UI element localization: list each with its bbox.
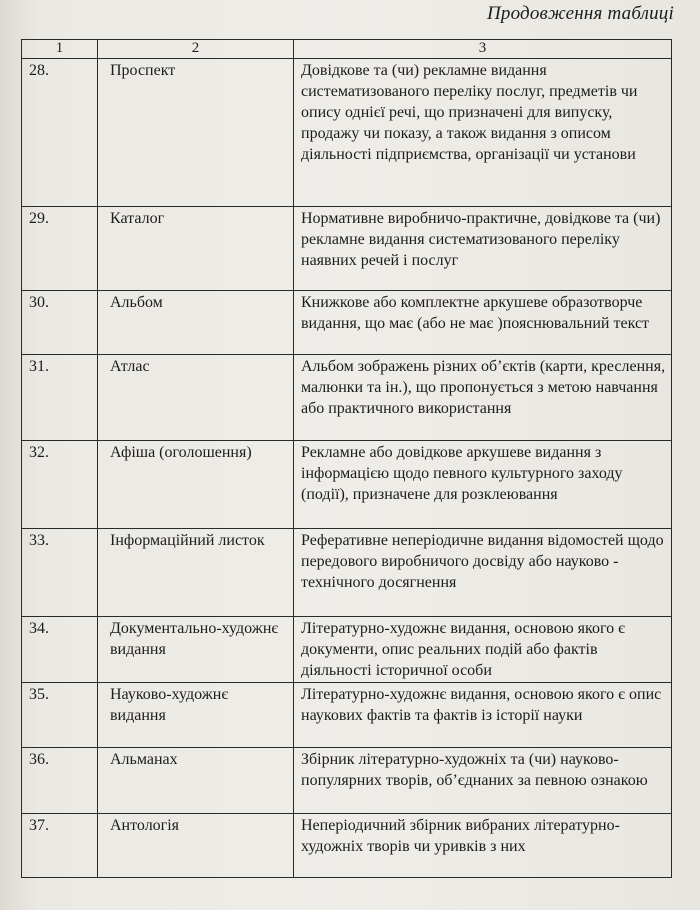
row-number: 31. <box>22 355 98 441</box>
table-row <box>22 814 672 878</box>
row-name: Інформаційний листок <box>98 529 294 617</box>
table-row <box>22 59 672 207</box>
row-name: Документально-художнє видання <box>98 617 294 683</box>
table-continuation-caption: Продовження таблиці <box>486 3 674 24</box>
row-description: Літературно-художнє видання, основою якого є опис наукових фактів та фактів із історії науки <box>294 683 672 748</box>
table-row <box>22 291 672 355</box>
row-name: Проспект <box>98 59 294 207</box>
row-number: 28. <box>22 59 98 207</box>
row-description: Неперіодичний збірник вибраних літературно-художніх творів чи уривків з них <box>294 814 672 878</box>
row-number: 33. <box>22 529 98 617</box>
table-row <box>22 207 672 291</box>
row-description: Книжкове або комплектне аркушеве образотворче видання, що має (або не має )пояснювальний текст <box>294 291 672 355</box>
row-name: Альманах <box>98 748 294 814</box>
header-col-2: 2 <box>98 40 294 59</box>
row-description: Довідкове та (чи) рекламне видання систематизованого переліку послуг, предметів чи опису однієї речі, що призначені для випуску, продажу чи показу, а також видання з описом діяльності підприємства, організації чи установи <box>294 59 672 207</box>
row-number: 30. <box>22 291 98 355</box>
row-description: Нормативне виробничо-практичне, довідкове та (чи) рекламне видання систематизованого переліку наявних речей і послуг <box>294 207 672 291</box>
row-name: Атлас <box>98 355 294 441</box>
row-name: Афіша (оголошення) <box>98 441 294 529</box>
table-row <box>22 355 672 441</box>
table-row <box>22 617 672 683</box>
table-row <box>22 748 672 814</box>
row-number: 34. <box>22 617 98 683</box>
row-name: Каталог <box>98 207 294 291</box>
row-description: Збірник літературно-художніх та (чи) науково-популярних творів, об’єднаних за певною ознакою <box>294 748 672 814</box>
row-name: Альбом <box>98 291 294 355</box>
row-description: Реферативне неперіодичне видання відомостей щодо передового виробничого досвіду або науково - технічного досягнення <box>294 529 672 617</box>
row-description: Альбом зображень різних об’єктів (карти, креслення, малюнки та ін.), що пропонується з метою навчання або практичного використання <box>294 355 672 441</box>
row-description: Рекламне або довідкове аркушеве видання з інформацією щодо певного культурного заходу (події), призначене для розклеювання <box>294 441 672 529</box>
row-number: 36. <box>22 748 98 814</box>
header-col-3: 3 <box>294 40 672 59</box>
row-number: 29. <box>22 207 98 291</box>
row-number: 37. <box>22 814 98 878</box>
row-name: Науково-художнє видання <box>98 683 294 748</box>
table-row <box>22 529 672 617</box>
header-col-1: 1 <box>22 40 98 59</box>
publications-table <box>21 39 672 878</box>
table-row <box>22 683 672 748</box>
row-description: Літературно-художнє видання, основою якого є документи, опис реальних подій або фактів діяльності історичної особи <box>294 617 672 683</box>
table-header-row <box>22 40 672 59</box>
row-number: 35. <box>22 683 98 748</box>
row-number: 32. <box>22 441 98 529</box>
row-name: Антологія <box>98 814 294 878</box>
table-row <box>22 441 672 529</box>
